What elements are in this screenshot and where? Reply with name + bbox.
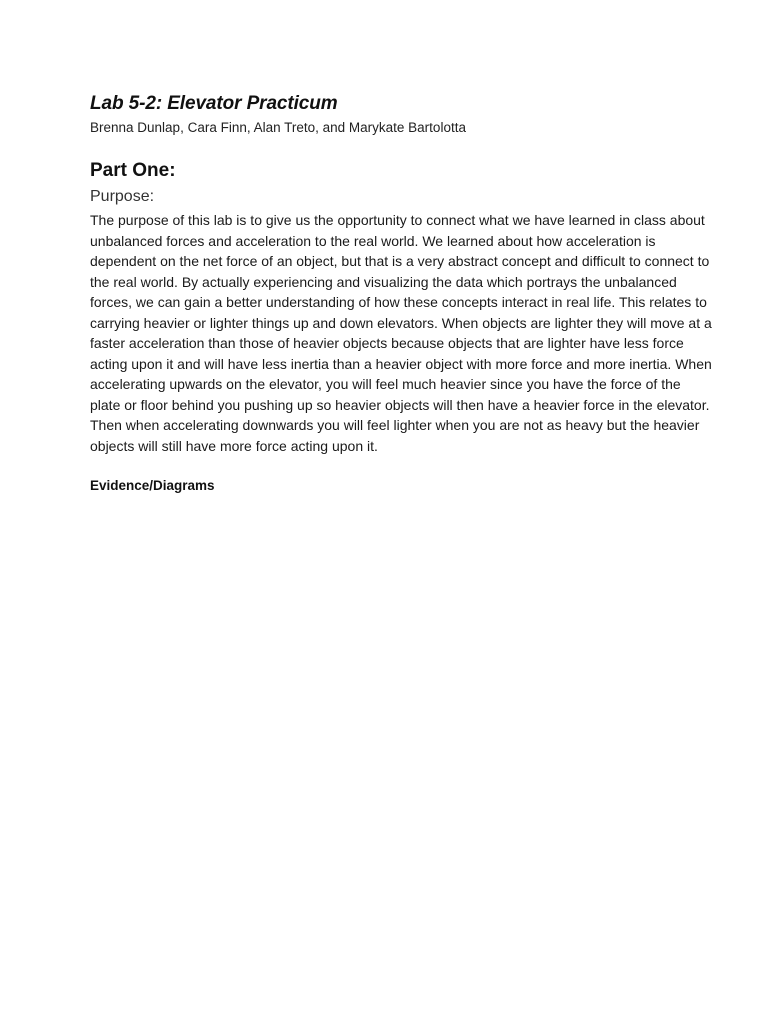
evidence-diagrams-heading: Evidence/Diagrams	[90, 478, 215, 493]
purpose-paragraph: The purpose of this lab is to give us the opportunity to connect what we have learned in class about unbalanced forces and acceleration to the real world. We learned about how acceleration is dependent on the net force of an object, but that is a very abstract concept and difficult to connect to the real world. By actually experiencing and visualizing the data which portrays the unbalanced forces, we can gain a better understanding of how these concepts interact in real life. This relates to carrying heavier or lighter things up and down elevators. When objects are lighter they will move at a faster acceleration than those of heavier objects because objects that are lighter have less force acting upon it and will have less inertia than a heavier object with more force and more inertia. When accelerating upwards on the elevator, you will feel much heavier since you have the force of the plate or floor behind you pushing up so heavier objects will then have a heavier force in the elevator. Then when accelerating downwards you will feel lighter when you are not as heavy but the heavier objects will still have more force acting upon it.	[90, 212, 712, 454]
author-list: Brenna Dunlap, Cara Finn, Alan Treto, and Marykate Bartolotta	[90, 120, 466, 135]
purpose-label: Purpose:	[90, 188, 155, 205]
document-page	[90, 91, 712, 496]
part-one-heading: Part One:	[90, 160, 176, 181]
document-title: Lab 5-2: Elevator Practicum	[90, 93, 338, 114]
